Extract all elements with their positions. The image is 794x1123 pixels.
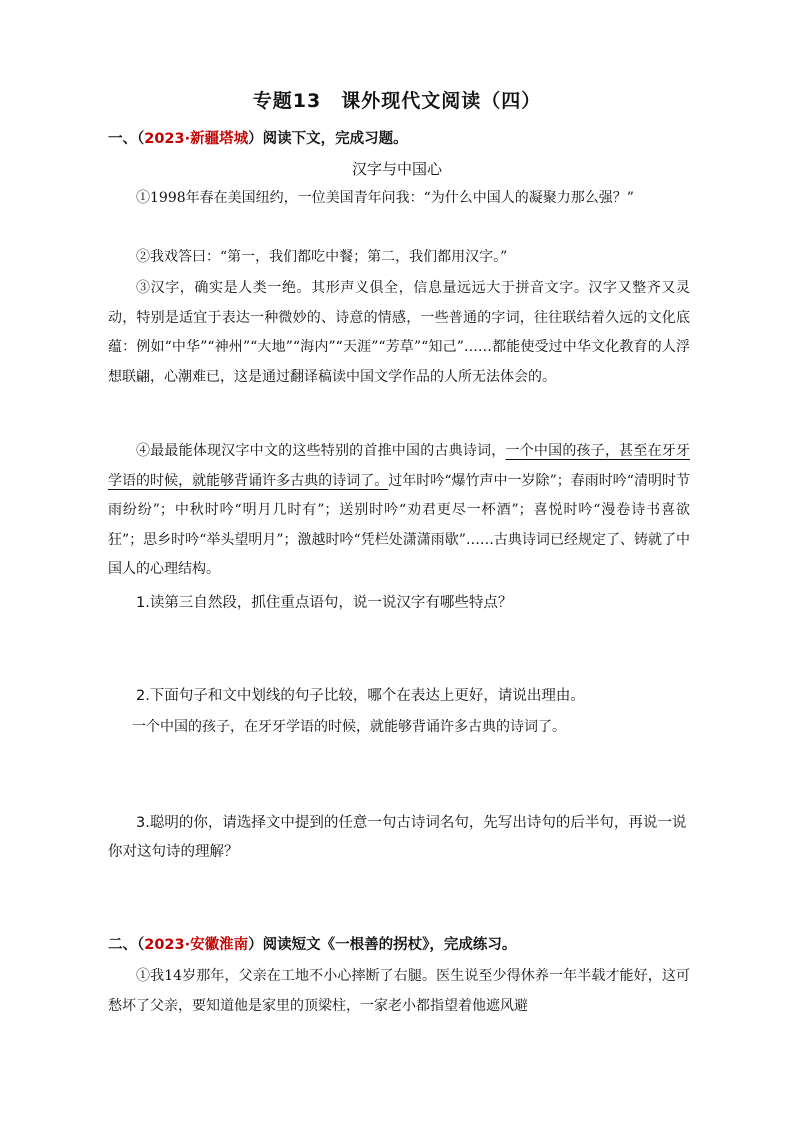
section-2-instruction: ）阅读短文《一根善的拐杖》，完成练习。: [248, 937, 517, 953]
section-2-source: 2023·安徽淮南: [144, 937, 249, 953]
question-2-sentence: 一个中国的孩子，在牙牙学语的时候，就能够背诵许多古典的诗词了。: [132, 719, 566, 735]
section-2-prefix: 二、（: [108, 937, 145, 953]
section-1-heading: [108, 127, 408, 148]
question-2: 2.下面句子和文中划线的句子比较，哪个在表达上更好，请说出理由。: [136, 688, 585, 704]
question-3: 3.聪明的你，请选择文中提到的任意一句古诗词名句，先写出诗句的后半句，再说一说你对这句诗的理解？: [108, 815, 687, 860]
paragraph-4-lead: ④最最能体现汉字中文的这些特别的首推中国的古典诗词，: [136, 443, 506, 459]
underlined-sentence: 一个中国的孩子，甚至在牙牙学语的时候，就能够背诵许多古典的诗词了。: [108, 443, 691, 489]
section-2-heading: [108, 933, 516, 954]
passage-title: 汉字与中国心: [351, 160, 442, 178]
paragraph-4-rest: 过年时吟“爆竹声中一岁除”；春雨时吟“清明时节雨纷纷”；中秋时吟“明月几时有”；送别时吟“劝君更尽一杯酒”；喜悦时吟“漫卷诗书喜欲狂”；思乡时吟“举头望明月”；激越时吟“凭栏处潇潇雨歇”……古典诗词已经规定了、铸就了中国人的心理结构。: [108, 472, 691, 577]
question-1: 1.读第三自然段，抓住重点语句，说一说汉字有哪些特点？: [136, 595, 513, 611]
paragraph-4: [108, 437, 690, 585]
section-1-source: 2023·新疆塔城: [144, 131, 249, 147]
paragraph-3: ③汉字，确实是人类一绝。其形声义俱全，信息量远远大于拼音文字。汉字又整齐又灵动，特别是适宜于表达一种微妙的、诗意的情感，一些普通的字词，往往联结着久远的文化底蕴：例如“中华”“神州”“大地”“海内”“天涯”“芳草”“知己”……都能使受过中华文化教育的人浮想联翩，心潮难已，这是通过翻译稿读中国文学作品的人所无法体会的。: [108, 280, 690, 385]
section-1-instruction: ）阅读下文，完成习题。: [248, 131, 408, 147]
page-title: 专题13 课外现代文阅读（四）: [252, 90, 542, 112]
paragraph-2: ②我戏答曰：“第一，我们都吃中餐；第二，我们都用汉字。”: [136, 249, 508, 265]
section-1-prefix: 一、（: [108, 131, 145, 147]
paragraph-1: ①1998年春在美国纽约，一位美国青年问我：“为什么中国人的凝聚力那么强？”: [136, 190, 634, 206]
section-2-paragraph-1: ①我14岁那年，父亲在工地不小心摔断了右腿。医生说至少得休养一年半载才能好，这可愁坏了父亲，要知道他是家里的顶梁柱，一家老小都指望着他遮风避: [108, 968, 690, 1014]
